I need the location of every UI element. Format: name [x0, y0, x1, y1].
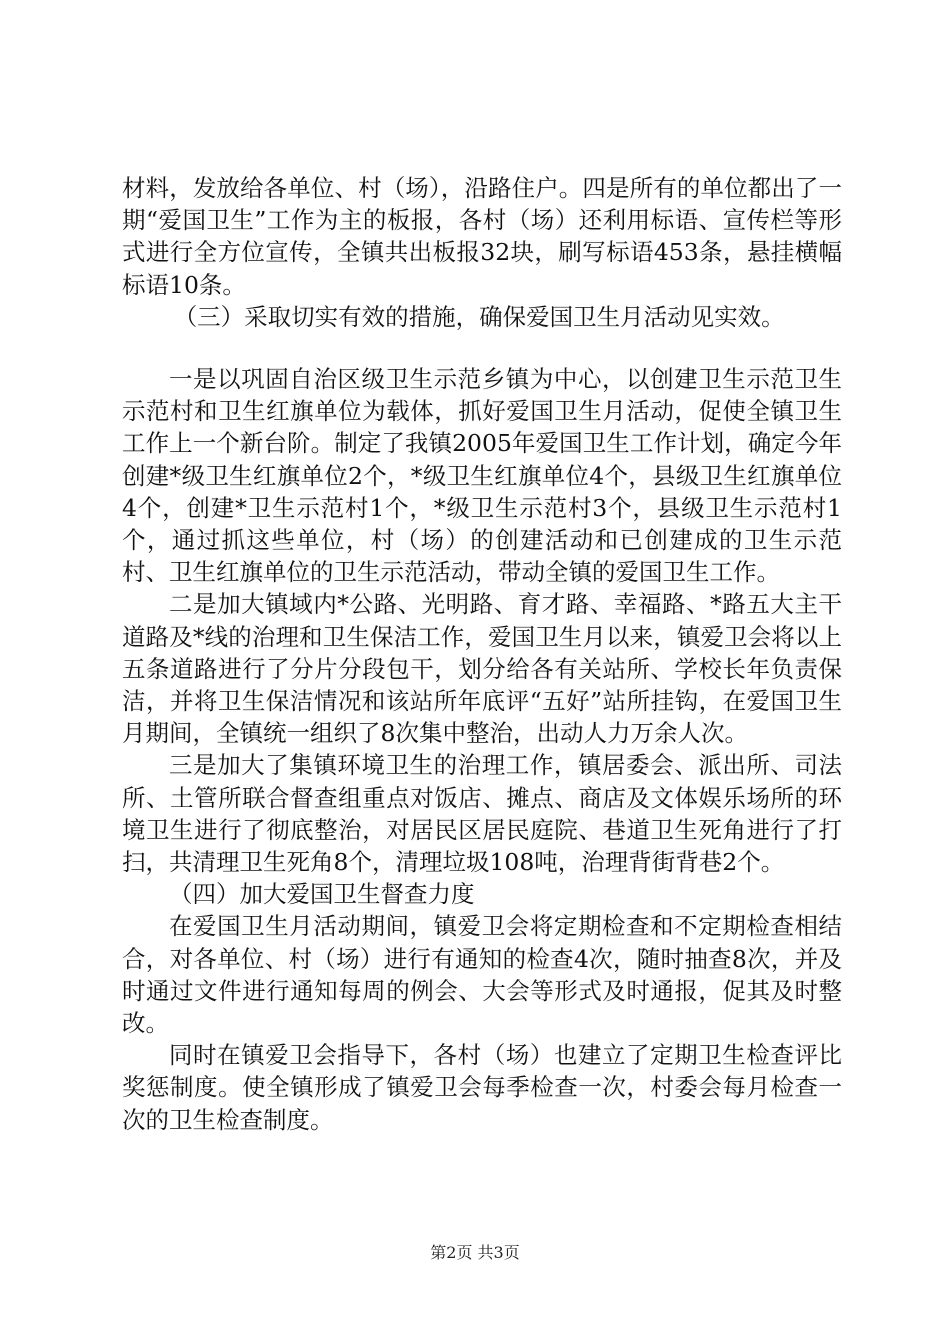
paragraph-inspection: 在爱国卫生月活动期间，镇爱卫会将定期检查和不定期检查相结合，对各单位、村（场）进行有通知的检查4次，随时抽查8次，并及时通过文件进行通知每周的例会、大会等形式及时通报，促其及时整改。	[122, 912, 842, 1038]
paragraph-village-inspection: 同时在镇爱卫会指导下，各村（场）也建立了定期卫生检查评比奖惩制度。使全镇形成了镇爱卫会每季检查一次，村委会每月检查一次的卫生检查制度。	[122, 1041, 842, 1134]
page-number-footer: 第2页 共3页	[430, 1243, 520, 1262]
paragraph-gap	[122, 333, 842, 363]
document-body	[122, 172, 842, 1136]
paragraph-measure-one: 一是以巩固自治区级卫生示范乡镇为中心，以创建卫生示范卫生示范村和卫生红旗单位为载体，抓好爱国卫生月活动，促使全镇卫生工作上一个新台阶。制定了我镇2005年爱国卫生工作计划，确定今年创建*级卫生红旗单位2个，*级卫生红旗单位4个，县级卫生红旗单位4个，创建*卫生示范村1个，*级卫生示范村3个，县级卫生示范村1个，通过抓这些单位，村（场）的创建活动和已创建成的卫生示范村、卫生红旗单位的卫生示范活动，带动全镇的爱国卫生工作。	[122, 365, 842, 587]
paragraph-measure-two: 二是加大镇域内*公路、光明路、育才路、幸福路、*路五大主干道路及*线的治理和卫生保洁工作，爱国卫生月以来，镇爱卫会将以上五条道路进行了分片分段包干，划分给各有关站所、学校长年负责保洁，并将卫生保洁情况和该站所年底评“五好”站所挂钩，在爱国卫生月期间，全镇统一组织了8次集中整治，出动人力万余人次。	[122, 590, 842, 748]
section-heading-three: （三）采取切实有效的措施，确保爱国卫生月活动见实效。	[173, 302, 785, 331]
paragraph-measure-three: 三是加大了集镇环境卫生的治理工作，镇居委会、派出所、司法所、土管所联合督查组重点对饭店、摊点、商店及文体娱乐场所的环境卫生进行了彻底整治，对居民区居民庭院、巷道卫生死角进行了打扫，共清理卫生死角8个，清理垃圾108吨，治理背街背巷2个。	[122, 751, 842, 877]
section-heading-four: （四）加大爱国卫生督查力度	[169, 880, 475, 909]
paragraph-continued-materials: 材料，发放给各单位、村（场），沿路住户。四是所有的单位都出了一期“爱国卫生”工作为主的板报，各村（场）还利用标语、宣传栏等形式进行全方位宣传，全镇共出板报32块，刷写标语453条，悬挂横幅标语10条。	[122, 174, 842, 299]
